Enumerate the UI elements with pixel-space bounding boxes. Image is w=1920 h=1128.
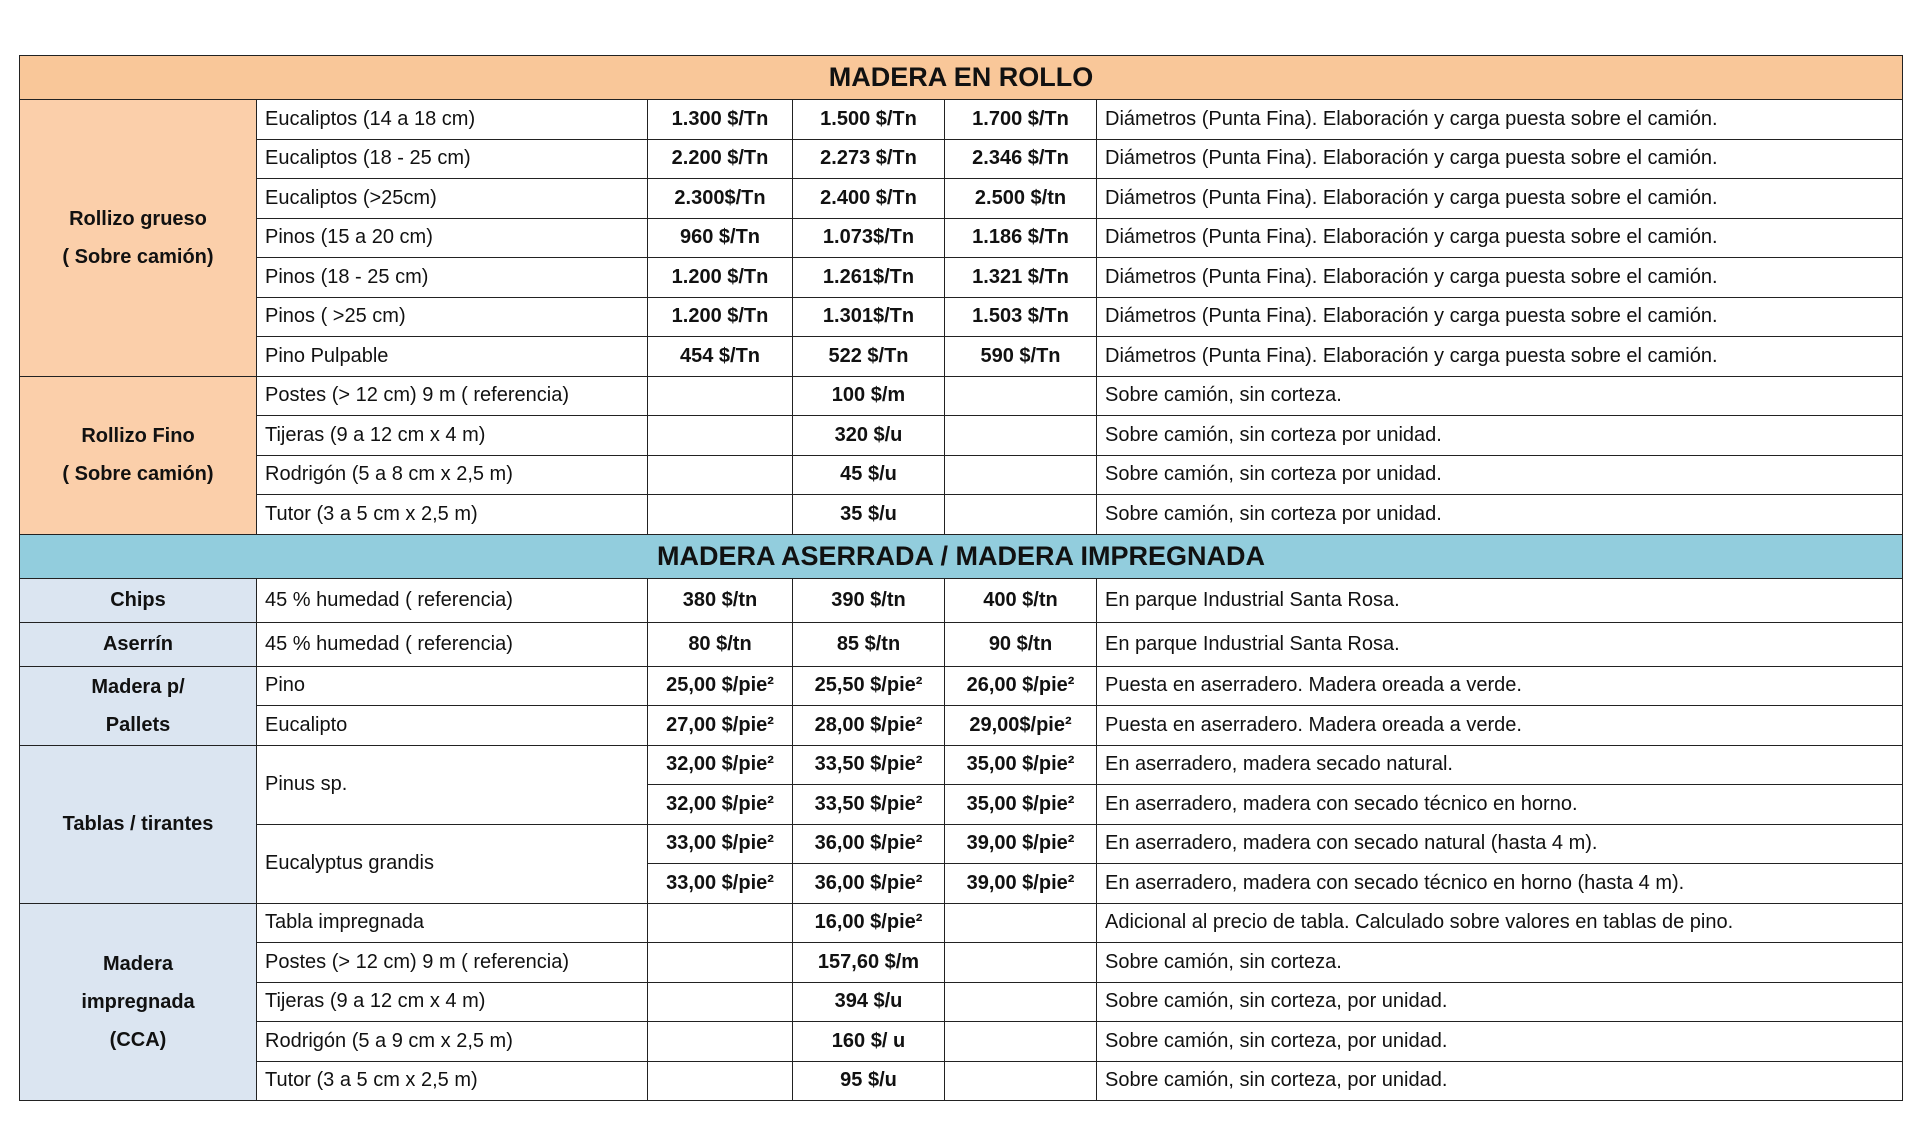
price-low bbox=[648, 455, 793, 495]
price-table bbox=[19, 55, 1903, 1101]
price-high: 2.346 $/Tn bbox=[945, 139, 1097, 179]
price-mid: 522 $/Tn bbox=[793, 337, 945, 377]
price-mid: 28,00 $/pie² bbox=[793, 706, 945, 746]
price-mid: 16,00 $/pie² bbox=[793, 903, 945, 943]
price-low bbox=[648, 495, 793, 535]
price-low: 80 $/tn bbox=[648, 622, 793, 666]
item-cell: Pinos (15 a 20 cm) bbox=[257, 218, 648, 258]
price-low: 32,00 $/pie² bbox=[648, 745, 793, 785]
section-title: MADERA EN ROLLO bbox=[20, 56, 1903, 100]
price-mid: 100 $/m bbox=[793, 376, 945, 416]
group-label-line: ( Sobre camión) bbox=[62, 463, 214, 485]
item-cell: Pinos ( >25 cm) bbox=[257, 297, 648, 337]
price-high: 2.500 $/tn bbox=[945, 179, 1097, 219]
table-row bbox=[20, 179, 1903, 219]
item-cell: Eucalyptus grandis bbox=[257, 824, 648, 903]
table-row bbox=[20, 495, 1903, 535]
table-row bbox=[20, 1022, 1903, 1062]
table-row bbox=[20, 578, 1903, 622]
item-cell: Pino Pulpable bbox=[257, 337, 648, 377]
price-low bbox=[648, 416, 793, 456]
group-label-line: Madera p/ bbox=[91, 675, 185, 698]
observation-cell: En aserradero, madera con secado natural (hasta 4 m). bbox=[1097, 824, 1903, 864]
group-label-madera-impregnada bbox=[20, 903, 257, 1101]
observation-cell: Diámetros (Punta Fina). Elaboración y carga puesta sobre el camión. bbox=[1097, 100, 1903, 140]
price-high: 26,00 $/pie² bbox=[945, 666, 1097, 706]
item-cell: Eucalipto bbox=[257, 706, 648, 746]
price-mid: 157,60 $/m bbox=[793, 943, 945, 983]
observation-cell: En aserradero, madera con secado técnico en horno (hasta 4 m). bbox=[1097, 864, 1903, 904]
price-low bbox=[648, 1061, 793, 1101]
observation-cell: Diámetros (Punta Fina). Elaboración y carga puesta sobre el camión. bbox=[1097, 179, 1903, 219]
price-mid: 33,50 $/pie² bbox=[793, 745, 945, 785]
item-cell: 45 % humedad ( referencia) bbox=[257, 622, 648, 666]
section-header-madera-aserrada bbox=[20, 534, 1903, 578]
price-mid: 2.400 $/Tn bbox=[793, 179, 945, 219]
price-mid: 95 $/u bbox=[793, 1061, 945, 1101]
group-label-chips bbox=[20, 578, 257, 622]
observation-cell: Sobre camión, sin corteza, por unidad. bbox=[1097, 1022, 1903, 1062]
group-label-line: ( Sobre camión) bbox=[62, 245, 214, 268]
price-low: 25,00 $/pie² bbox=[648, 666, 793, 706]
table-row bbox=[20, 622, 1903, 666]
price-low bbox=[648, 376, 793, 416]
observation-cell: Sobre camión, sin corteza, por unidad. bbox=[1097, 982, 1903, 1022]
price-high bbox=[945, 416, 1097, 456]
item-cell: Postes (> 12 cm) 9 m ( referencia) bbox=[257, 943, 648, 983]
price-mid: 1.500 $/Tn bbox=[793, 100, 945, 140]
observation-cell: En parque Industrial Santa Rosa. bbox=[1097, 578, 1903, 622]
table-row bbox=[20, 982, 1903, 1022]
price-mid: 2.273 $/Tn bbox=[793, 139, 945, 179]
table-row bbox=[20, 218, 1903, 258]
price-mid: 25,50 $/pie² bbox=[793, 666, 945, 706]
price-low: 454 $/Tn bbox=[648, 337, 793, 377]
group-label-line: Rollizo grueso bbox=[69, 207, 207, 230]
table-row bbox=[20, 903, 1903, 943]
item-cell: Eucaliptos (14 a 18 cm) bbox=[257, 100, 648, 140]
price-low: 1.200 $/Tn bbox=[648, 258, 793, 298]
price-mid: 390 $/tn bbox=[793, 578, 945, 622]
table-row bbox=[20, 943, 1903, 983]
item-cell: Pinos (18 - 25 cm) bbox=[257, 258, 648, 298]
price-mid: 160 $/ u bbox=[793, 1022, 945, 1062]
section-title: MADERA ASERRADA / MADERA IMPREGNADA bbox=[20, 534, 1903, 578]
group-label-line: impregnada bbox=[81, 990, 195, 1013]
price-high bbox=[945, 1022, 1097, 1062]
group-label-line: Tablas / tirantes bbox=[62, 813, 214, 835]
price-low: 27,00 $/pie² bbox=[648, 706, 793, 746]
price-mid: 1.261$/Tn bbox=[793, 258, 945, 298]
table-row bbox=[20, 376, 1903, 416]
price-high: 29,00$/pie² bbox=[945, 706, 1097, 746]
observation-cell: Diámetros (Punta Fina). Elaboración y carga puesta sobre el camión. bbox=[1097, 297, 1903, 337]
table-row bbox=[20, 1061, 1903, 1101]
price-low: 380 $/tn bbox=[648, 578, 793, 622]
price-low: 32,00 $/pie² bbox=[648, 785, 793, 825]
observation-cell: Diámetros (Punta Fina). Elaboración y carga puesta sobre el camión. bbox=[1097, 218, 1903, 258]
observation-cell: Diámetros (Punta Fina). Elaboración y carga puesta sobre el camión. bbox=[1097, 337, 1903, 377]
price-high bbox=[945, 495, 1097, 535]
group-label-rollizo-fino bbox=[20, 376, 257, 534]
item-cell: Pino bbox=[257, 666, 648, 706]
price-high bbox=[945, 903, 1097, 943]
group-label-line: Aserrín bbox=[102, 633, 174, 655]
price-high: 35,00 $/pie² bbox=[945, 745, 1097, 785]
price-mid: 320 $/u bbox=[793, 416, 945, 456]
price-high bbox=[945, 943, 1097, 983]
price-low: 1.200 $/Tn bbox=[648, 297, 793, 337]
observation-cell: Sobre camión, sin corteza por unidad. bbox=[1097, 495, 1903, 535]
table-row bbox=[20, 416, 1903, 456]
price-low: 960 $/Tn bbox=[648, 218, 793, 258]
price-high: 1.503 $/Tn bbox=[945, 297, 1097, 337]
group-label-line: (CCA) bbox=[109, 1028, 167, 1051]
price-high: 1.186 $/Tn bbox=[945, 218, 1097, 258]
price-mid: 36,00 $/pie² bbox=[793, 864, 945, 904]
item-cell: Eucaliptos (18 - 25 cm) bbox=[257, 139, 648, 179]
item-cell: Tutor (3 a 5 cm x 2,5 m) bbox=[257, 1061, 648, 1101]
table-row bbox=[20, 745, 1903, 785]
price-low bbox=[648, 982, 793, 1022]
price-high bbox=[945, 1061, 1097, 1101]
price-high bbox=[945, 455, 1097, 495]
price-mid: 394 $/u bbox=[793, 982, 945, 1022]
group-label-line: Pallets bbox=[105, 713, 171, 736]
group-label-line: Madera bbox=[102, 952, 174, 975]
price-low: 2.300$/Tn bbox=[648, 179, 793, 219]
observation-cell: Sobre camión, sin corteza. bbox=[1097, 943, 1903, 983]
group-label-aserrin bbox=[20, 622, 257, 666]
observation-cell: Adicional al precio de tabla. Calculado sobre valores en tablas de pino. bbox=[1097, 903, 1903, 943]
price-high bbox=[945, 982, 1097, 1022]
group-label-rollizo-grueso bbox=[20, 100, 257, 377]
price-low: 33,00 $/pie² bbox=[648, 864, 793, 904]
group-label-madera-pallets bbox=[20, 666, 257, 745]
price-low bbox=[648, 1022, 793, 1062]
price-high: 400 $/tn bbox=[945, 578, 1097, 622]
price-high: 1.700 $/Tn bbox=[945, 100, 1097, 140]
table-row bbox=[20, 455, 1903, 495]
price-mid: 33,50 $/pie² bbox=[793, 785, 945, 825]
price-mid: 35 $/u bbox=[793, 495, 945, 535]
item-cell: Eucaliptos (>25cm) bbox=[257, 179, 648, 219]
observation-cell: Sobre camión, sin corteza. bbox=[1097, 376, 1903, 416]
item-cell: Rodrigón (5 a 8 cm x 2,5 m) bbox=[257, 455, 648, 495]
item-cell: Tijeras (9 a 12 cm x 4 m) bbox=[257, 982, 648, 1022]
price-mid: 45 $/u bbox=[793, 455, 945, 495]
table-row bbox=[20, 666, 1903, 706]
item-cell: Tijeras (9 a 12 cm x 4 m) bbox=[257, 416, 648, 456]
price-high bbox=[945, 376, 1097, 416]
price-low bbox=[648, 903, 793, 943]
group-label-tablas-tirantes bbox=[20, 745, 257, 903]
observation-cell: En aserradero, madera secado natural. bbox=[1097, 745, 1903, 785]
price-high: 39,00 $/pie² bbox=[945, 824, 1097, 864]
price-high: 590 $/Tn bbox=[945, 337, 1097, 377]
observation-cell: En aserradero, madera con secado técnico en horno. bbox=[1097, 785, 1903, 825]
observation-cell: Sobre camión, sin corteza por unidad. bbox=[1097, 455, 1903, 495]
table-row bbox=[20, 258, 1903, 298]
observation-cell: Puesta en aserradero. Madera oreada a verde. bbox=[1097, 666, 1903, 706]
observation-cell: Sobre camión, sin corteza, por unidad. bbox=[1097, 1061, 1903, 1101]
table-row bbox=[20, 337, 1903, 377]
observation-cell: Diámetros (Punta Fina). Elaboración y carga puesta sobre el camión. bbox=[1097, 139, 1903, 179]
item-cell: 45 % humedad ( referencia) bbox=[257, 578, 648, 622]
item-cell: Pinus sp. bbox=[257, 745, 648, 824]
section-header-madera-en-rollo bbox=[20, 56, 1903, 100]
price-high: 39,00 $/pie² bbox=[945, 864, 1097, 904]
price-high: 1.321 $/Tn bbox=[945, 258, 1097, 298]
price-mid: 85 $/tn bbox=[793, 622, 945, 666]
item-cell: Tabla impregnada bbox=[257, 903, 648, 943]
price-low bbox=[648, 943, 793, 983]
price-high: 90 $/tn bbox=[945, 622, 1097, 666]
item-cell: Postes (> 12 cm) 9 m ( referencia) bbox=[257, 376, 648, 416]
price-low: 2.200 $/Tn bbox=[648, 139, 793, 179]
price-mid: 36,00 $/pie² bbox=[793, 824, 945, 864]
observation-cell: En parque Industrial Santa Rosa. bbox=[1097, 622, 1903, 666]
table-row bbox=[20, 139, 1903, 179]
table-row bbox=[20, 297, 1903, 337]
price-low: 33,00 $/pie² bbox=[648, 824, 793, 864]
observation-cell: Sobre camión, sin corteza por unidad. bbox=[1097, 416, 1903, 456]
price-high: 35,00 $/pie² bbox=[945, 785, 1097, 825]
table-row bbox=[20, 706, 1903, 746]
price-mid: 1.073$/Tn bbox=[793, 218, 945, 258]
price-low: 1.300 $/Tn bbox=[648, 100, 793, 140]
observation-cell: Diámetros (Punta Fina). Elaboración y carga puesta sobre el camión. bbox=[1097, 258, 1903, 298]
observation-cell: Puesta en aserradero. Madera oreada a verde. bbox=[1097, 706, 1903, 746]
price-mid: 1.301$/Tn bbox=[793, 297, 945, 337]
table-row bbox=[20, 100, 1903, 140]
item-cell: Rodrigón (5 a 9 cm x 2,5 m) bbox=[257, 1022, 648, 1062]
item-cell: Tutor (3 a 5 cm x 2,5 m) bbox=[257, 495, 648, 535]
group-label-line: Rollizo Fino bbox=[81, 425, 195, 447]
group-label-line: Chips bbox=[110, 589, 166, 611]
table-row bbox=[20, 824, 1903, 864]
